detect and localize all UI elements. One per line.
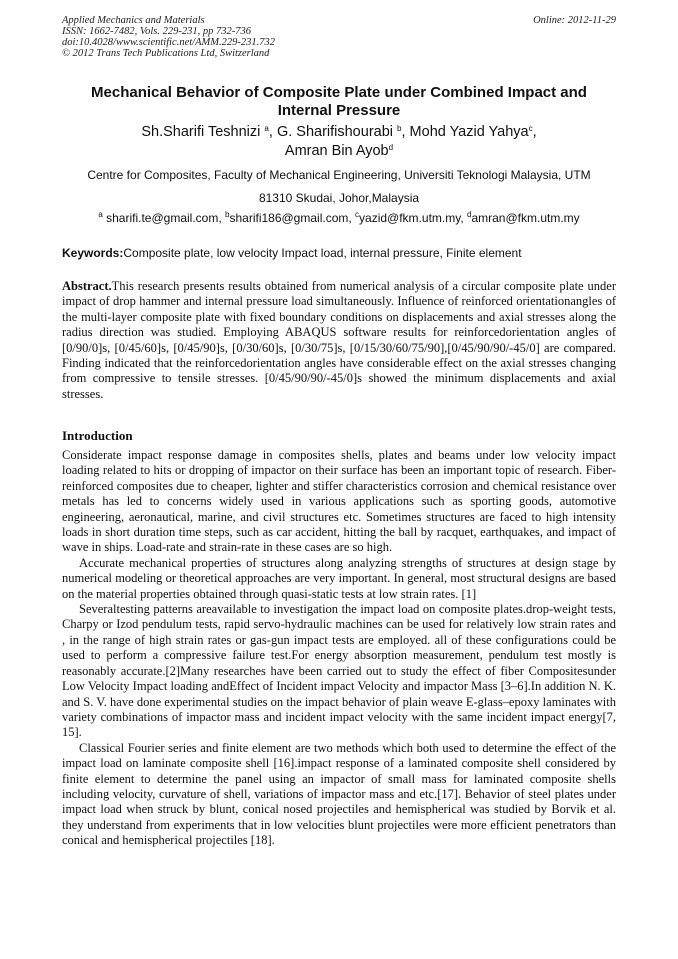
keywords bbox=[62, 246, 616, 260]
author-name: G. Sharifishourabi bbox=[276, 124, 393, 140]
email-link[interactable]: yazid@fkm.utm.my, bbox=[359, 211, 468, 225]
author-sep: , bbox=[532, 124, 537, 140]
journal-header bbox=[62, 15, 275, 59]
copyright-line: © 2012 Trans Tech Publications Ltd, Switzerland bbox=[62, 48, 270, 59]
email-sup: d bbox=[467, 210, 472, 219]
author-name: Mohd Yazid Yahya bbox=[409, 124, 529, 140]
paragraph: Accurate mechanical properties of structures along analyzing strengths of structures at design stage by numerical modeling or theoretical approaches are very important. In general, most structural designs are based on the material properties obtained through quasi-static tests at low strain rates. [1] bbox=[62, 555, 616, 601]
author-list bbox=[62, 123, 616, 160]
email-sup: c bbox=[355, 210, 360, 219]
paragraph: Severaltesting patterns areavailable to investigation the impact load on composite plates.drop-weight tests, Charpy or Izod pendulum tests, rapid servo-hydraulic machines can be used for relatively low strain rates and , in the range of high strain rates or gas-gun impact tests are employed. all of these configurations could be used to perform a compressive failure test.For energy absorption measurement, pendulum test mostly is reasonably accurate.[2]Many researches have been carried out to study the effect of fiber Compositesunder Low Velocity Impact loading andEffect of Incident impact Velocity and impactor Mass [3–6].In addition N. K. and S. V. have done experimental studies on the impact behavior of plain weave E-glass–epoxy laminates with variety combinations of impactor mass and incident impact velocity with the same incident impact energy[7, 15]. bbox=[62, 602, 616, 740]
author-sep: , bbox=[401, 124, 410, 140]
abstract bbox=[62, 279, 616, 402]
paragraph: Considerate impact response damage in composites shells, plates and beams under low velocity impact loading related to hits or dropping of impactor on their surface has been an important topic of research. Fiber-reinforced composites due to cheaper, lighter and stiffer characteristics corrosion and chemical resistance over metals has led to concerns widely used in various applications such as sporting goods, automotive engineering, aeronautical, marine, and civil structures etc. Sometimes structures are faced to high intensity loads in short duration time steps, such as car accident, hitting the ball by racquet, earthquakes, and impact of wave in ships. Load-rate and strain-rate in these cases are so high. bbox=[62, 448, 616, 555]
email-link[interactable]: sharifi.te@gmail.com, bbox=[106, 211, 226, 225]
online-date: Online: 2012-11-29 bbox=[533, 15, 616, 26]
abstract-text: This research presents results obtained from numerical analysis of a circular composite plate under impact of drop hammer and internal pressure load simultaneously. Influence of reinforced orientationangles of the multi-layer composite plate with fixed boundary conditions on displacements and axial stresses along the radius direction was studied. Employing ABAQUS software results for reinforcedorientation angles of [0/90/0]s, [0/45/60]s, [0/45/90]s, [0/30/60]s, [0/30/75]s, [0/15/30/60/75/90],[0/45/90/90/-45/0] are compared. Finding indicated that the reinforcedorientation angles have considerable effect on the axial stresses changing from compressive to tensile stresses. [0/45/90/90/-45/0]s showed the minimum displacements and axial stresses. bbox=[62, 279, 616, 401]
email-sup: a bbox=[98, 210, 103, 219]
paper-title: Mechanical Behavior of Composite Plate under Combined Impact and Internal Pressure bbox=[91, 84, 587, 119]
email-link[interactable]: amran@fkm.utm.my bbox=[471, 211, 580, 225]
introduction-body bbox=[62, 448, 616, 849]
author-emails bbox=[62, 211, 616, 225]
paragraph: Classical Fourier series and finite element are two methods which both used to determine the effect of the impact load on laminate composite shell [16].impact response of a laminated composite shell considered by finite element to determine the panel using an impactor of small mass for laminated composite shells including velocity, curvature of shell, variations of impactor mass and etc.[17]. Behavior of steel plates under impact load when struck by blunt, conical nosed projectiles and hemispherical was studied by Borvik et al. they understand from experiments that in low velocities blunt projectiles were more efficient penetrators than conical and hemispherical projectiles [18]. bbox=[62, 740, 616, 848]
author-name: Amran Bin Ayob bbox=[284, 142, 389, 159]
author-sup: b bbox=[397, 124, 402, 133]
author-sup: c bbox=[528, 124, 533, 133]
affiliation-line-2: 81310 Skudai, Johor,Malaysia bbox=[258, 191, 420, 205]
affiliation-line-1: Centre for Composites, Faculty of Mechanical Engineering, Universiti Teknologi Malaysia, UTM bbox=[87, 168, 591, 182]
journal-name: Applied Mechanics and Materials bbox=[62, 15, 205, 26]
author-sup: a bbox=[264, 124, 269, 133]
section-heading: Introduction bbox=[62, 428, 133, 443]
keywords-text: Composite plate, low velocity Impact load, internal pressure, Finite element bbox=[123, 246, 522, 260]
author-sup: d bbox=[388, 142, 394, 152]
author-name: Sh.Sharifi Teshnizi bbox=[141, 124, 261, 140]
issn-line: ISSN: 1662-7482, Vols. 229-231, pp 732-736 bbox=[62, 26, 251, 37]
doi-line: doi:10.4028/www.scientific.net/AMM.229-231.732 bbox=[62, 37, 275, 48]
keywords-label: Keywords: bbox=[62, 246, 124, 260]
abstract-label: Abstract. bbox=[62, 279, 112, 293]
author-sep: , bbox=[268, 124, 277, 140]
email-sup: b bbox=[225, 210, 230, 219]
email-link[interactable]: sharifi186@gmail.com, bbox=[229, 211, 356, 225]
